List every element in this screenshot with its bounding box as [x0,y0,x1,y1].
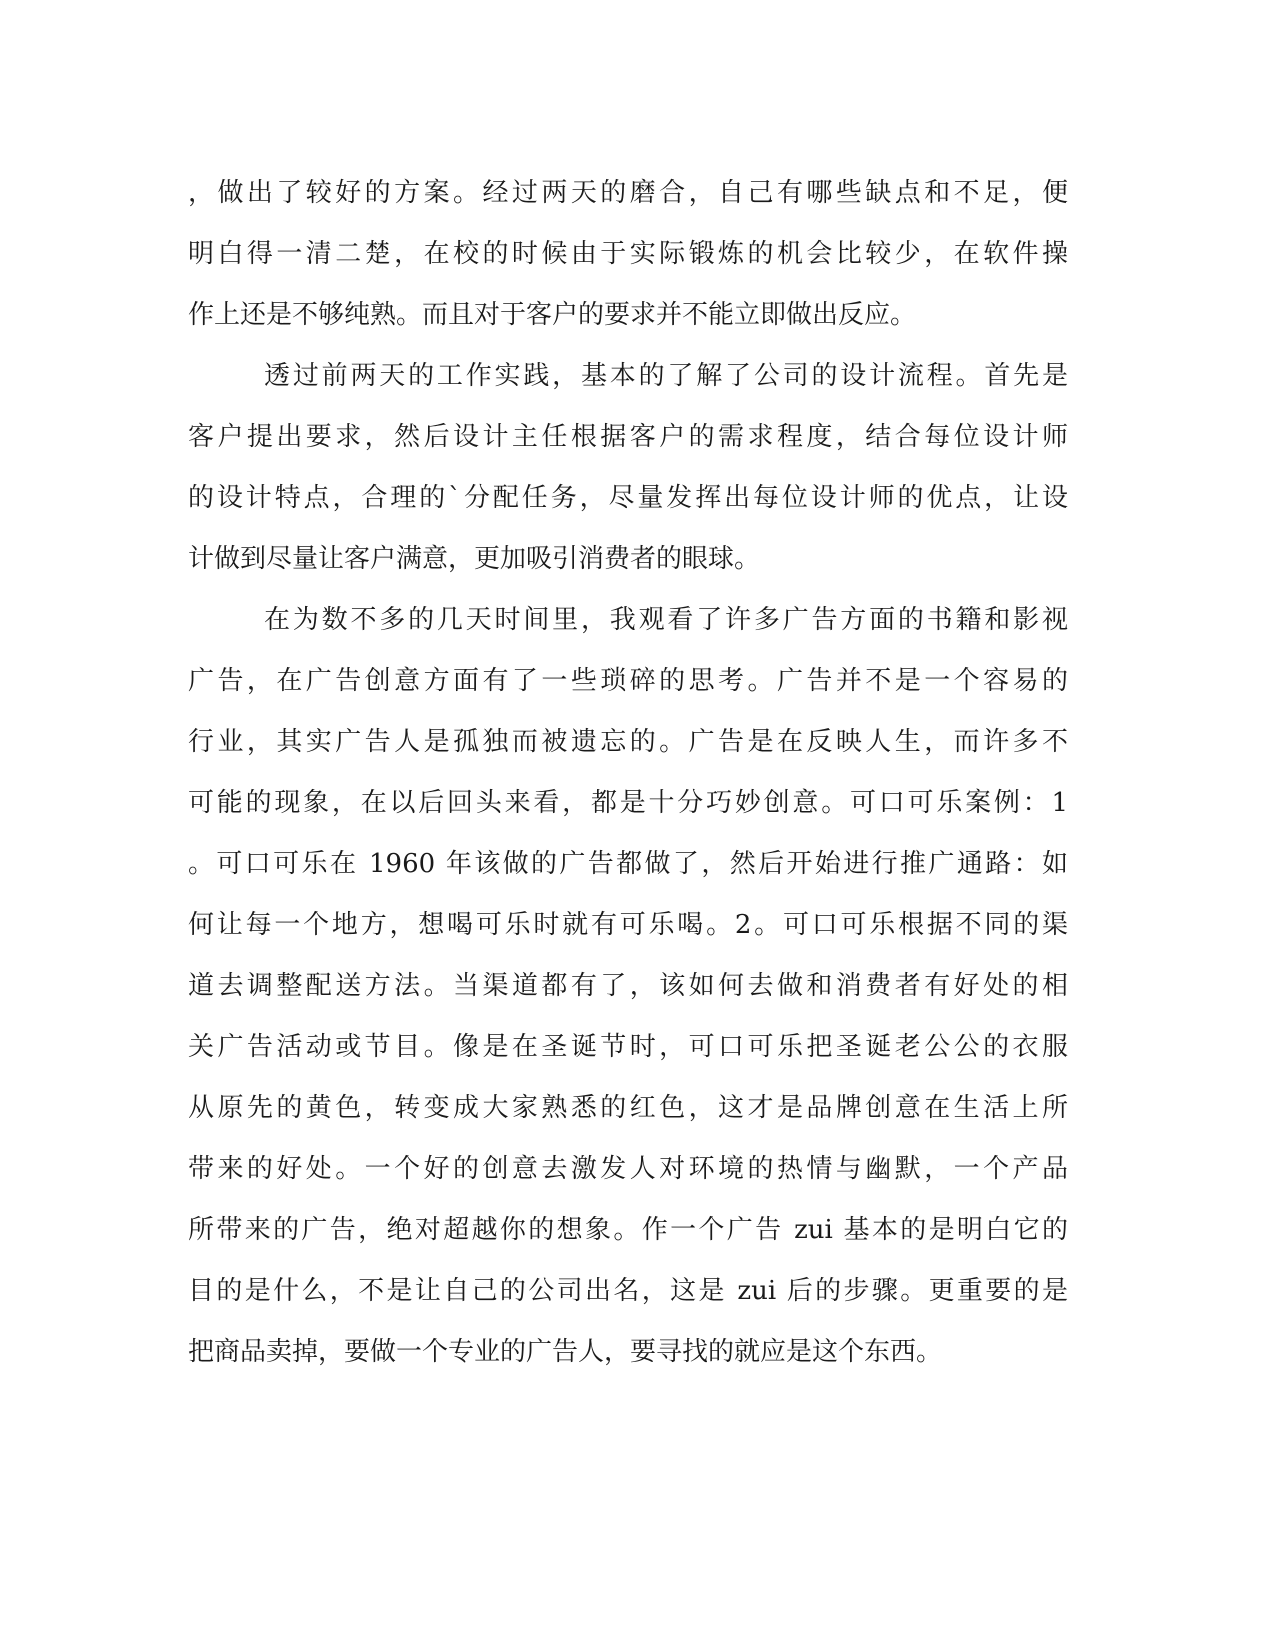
text-line: 。可口可乐在 1960 年该做的广告都做了，然后开始进行推广通路：如 [188,849,1068,879]
text-line: 广告，在广告创意方面有了一些琐碎的思考。广告并不是一个容易的 [188,666,1068,696]
text-line: 行业，其实广告人是孤独而被遗忘的。广告是在反映人生，而许多不 [188,727,1068,757]
text-line: 明白得一清二楚，在校的时候由于实际锻炼的机会比较少，在软件操 [188,239,1068,269]
text-line: 客户提出要求，然后设计主任根据客户的需求程度，结合每位设计师 [188,422,1068,452]
text-line: 可能的现象，在以后回头来看，都是十分巧妙创意。可口可乐案例：1 [188,788,1068,818]
paragraph-first-line: 透过前两天的工作实践，基本的了解了公司的设计流程。首先是 [264,361,1068,391]
text-line: 所带来的广告，绝对超越你的想象。作一个广告 zui 基本的是明白它的 [188,1215,1068,1245]
paragraph-first-line: 在为数不多的几天时间里，我观看了许多广告方面的书籍和影视 [264,605,1068,635]
text-line: 道去调整配送方法。当渠道都有了，该如何去做和消费者有好处的相 [188,971,1068,1001]
text-line: 何让每一个地方，想喝可乐时就有可乐喝。2。可口可乐根据不同的渠 [188,910,1068,940]
text-line: 的设计特点，合理的`分配任务，尽量发挥出每位设计师的优点，让设 [188,483,1068,513]
text-line: 计做到尽量让客户满意，更加吸引消费者的眼球。 [188,544,761,574]
text-line: 关广告活动或节目。像是在圣诞节时，可口可乐把圣诞老公公的衣服 [188,1032,1068,1062]
text-line: 把商品卖掉，要做一个专业的广告人，要寻找的就应是这个东西。 [188,1337,943,1367]
text-line: 作上还是不够纯熟。而且对于客户的要求并不能立即做出反应。 [188,300,917,330]
text-line: 从原先的黄色，转变成大家熟悉的红色，这才是品牌创意在生活上所 [188,1093,1068,1123]
text-line: 带来的好处。一个好的创意去激发人对环境的热情与幽默，一个产品 [188,1154,1068,1184]
text-line: 目的是什么，不是让自己的公司出名，这是 zui 后的步骤。更重要的是 [188,1276,1068,1306]
text-line: ，做出了较好的方案。经过两天的磨合，自己有哪些缺点和不足，便 [188,178,1068,208]
document-body [188,163,1068,1383]
